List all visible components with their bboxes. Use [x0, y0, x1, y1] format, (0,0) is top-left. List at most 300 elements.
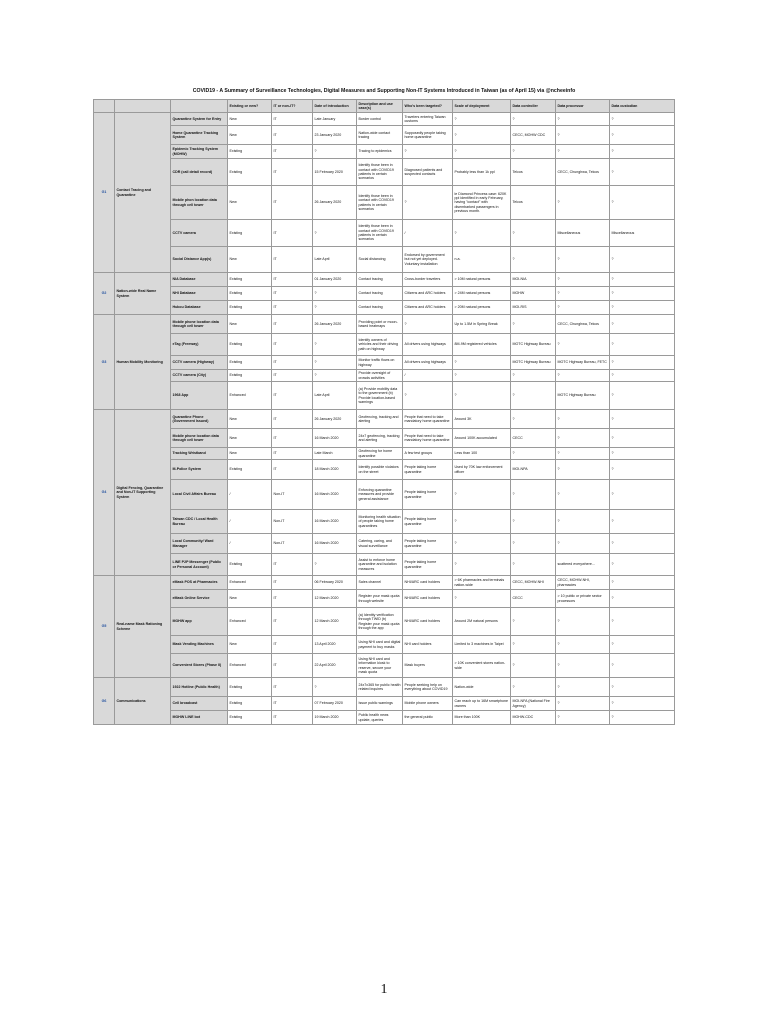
table-cell: ?	[403, 382, 453, 410]
table-cell: Existing	[228, 711, 272, 725]
table-cell: Enhanced	[228, 654, 272, 678]
table-cell: ?	[511, 654, 556, 678]
table-cell: ?	[556, 697, 610, 711]
table-cell: ?	[511, 510, 556, 534]
table-cell: ?	[610, 510, 675, 534]
technology-name: Local Civil Affairs Bureau	[171, 480, 228, 510]
table-cell: IT	[272, 554, 313, 576]
table-cell: Late March	[313, 448, 357, 460]
technology-name: CCTV camera (Highway)	[171, 356, 228, 370]
table-cell: New	[228, 113, 272, 126]
table-cell: ?	[511, 554, 556, 576]
group-name: Digital Fencing, Quarantine and Non-IT Supporting System	[115, 410, 171, 576]
table-cell: IT	[272, 410, 313, 429]
table-cell: MOTC Highway Bureau, FETC	[556, 356, 610, 370]
table-cell: Existing	[228, 678, 272, 697]
table-cell: CECC, Chunghwa, Telcos	[556, 315, 610, 334]
column-header: Scale of deployment	[453, 100, 511, 113]
table-cell: Existing	[228, 301, 272, 315]
table-cell: People taking home quarantine	[403, 480, 453, 510]
technology-name: eMask POS at Pharmacies	[171, 576, 228, 590]
table-cell: Late April	[313, 247, 357, 273]
table-row	[94, 315, 675, 334]
table-cell: ?	[403, 186, 453, 220]
table-cell: Less than 100	[453, 448, 511, 460]
table-cell: Mobile phone owners	[403, 697, 453, 711]
table-cell: MOHW-CDC	[511, 711, 556, 725]
table-cell: IT	[272, 301, 313, 315]
table-cell: ?	[610, 301, 675, 315]
table-cell: IT	[272, 334, 313, 356]
table-cell: ?	[313, 554, 357, 576]
table-cell: ?	[610, 370, 675, 382]
table-cell: ?	[313, 370, 357, 382]
group-name: Nation-wide Real Name System	[115, 273, 171, 315]
table-row	[94, 145, 675, 159]
table-cell: Social distancing	[357, 247, 403, 273]
table-cell: Enhanced	[228, 382, 272, 410]
table-cell: CECC	[511, 429, 556, 448]
table-cell: ?	[556, 448, 610, 460]
technology-name: Quarantine System for Entry	[171, 113, 228, 126]
table-cell: 24x7x365 for public health related inquires	[357, 678, 403, 697]
table-cell: ?	[313, 220, 357, 247]
table-cell: > 10 public or private sector processors	[556, 590, 610, 608]
table-cell: Around 3K	[453, 410, 511, 429]
table-cell: ?	[610, 448, 675, 460]
table-cell: ?	[511, 145, 556, 159]
table-row	[94, 159, 675, 186]
table-cell: New	[228, 410, 272, 429]
table-cell: People that need to take mandatory home quarantine	[403, 410, 453, 429]
table-cell: Diagnosed patients and suspected contacts	[403, 159, 453, 186]
table-cell: ?	[556, 145, 610, 159]
table-cell: More than 100K	[453, 711, 511, 725]
technology-name: Quarantine Phone (Government Issued)	[171, 410, 228, 429]
table-cell: Non-IT	[272, 510, 313, 534]
table-row	[94, 678, 675, 697]
table-cell: Existing	[228, 145, 272, 159]
table-cell: ?	[511, 370, 556, 382]
technology-name: eTag (Freeway)	[171, 334, 228, 356]
table-cell: MOHW	[511, 287, 556, 301]
table-cell: ?	[313, 678, 357, 697]
table-cell: Existing	[228, 220, 272, 247]
table-cell: > 10K convenient stores nation-wide	[453, 654, 511, 678]
table-cell: /	[403, 370, 453, 382]
table-cell: ?	[511, 315, 556, 334]
table-row	[94, 429, 675, 448]
table-cell: People seeking help on everything about COVID19	[403, 678, 453, 697]
table-cell: 26 January 2020	[313, 315, 357, 334]
table-cell: Telcos	[511, 159, 556, 186]
table-cell: ?	[556, 334, 610, 356]
table-cell: ?	[610, 711, 675, 725]
table-cell: IT	[272, 678, 313, 697]
table-cell: ?	[610, 429, 675, 448]
table-row	[94, 113, 675, 126]
table-row	[94, 186, 675, 220]
table-cell: CECC, MOHW CDC	[511, 126, 556, 145]
table-cell: Identify possible violators on the street	[357, 460, 403, 480]
column-header: Data custodian	[610, 100, 675, 113]
table-cell: ?	[453, 356, 511, 370]
table-cell: ?	[556, 608, 610, 636]
technology-name: eMask Online Service	[171, 590, 228, 608]
table-cell: CECC, Chunghwa, Telcos	[556, 159, 610, 186]
table-cell: Miscellaneous	[610, 220, 675, 247]
table-cell: Existing	[228, 334, 272, 356]
technology-name: Social Distance App(s)	[171, 247, 228, 273]
column-header: Data controller	[511, 100, 556, 113]
table-cell: ?	[313, 301, 357, 315]
table-cell: 15 February 2020	[313, 159, 357, 186]
table-cell: ?	[610, 315, 675, 334]
table-cell: IT	[272, 576, 313, 590]
table-cell: ?	[610, 590, 675, 608]
table-cell: Non-IT	[272, 480, 313, 510]
table-cell: Contact tracing	[357, 287, 403, 301]
table-row	[94, 534, 675, 554]
table-row	[94, 410, 675, 429]
table-cell: Existing	[228, 554, 272, 576]
group-id: G4	[94, 410, 115, 576]
table-row	[94, 711, 675, 725]
table-cell: ?	[556, 480, 610, 510]
table-cell: ?	[610, 159, 675, 186]
table-cell: People taking home quarantine	[403, 460, 453, 480]
table-cell: ?	[610, 247, 675, 273]
table-row	[94, 576, 675, 590]
technology-name: Hukou Database	[171, 301, 228, 315]
table-cell: ?	[556, 534, 610, 554]
table-cell: New	[228, 429, 272, 448]
table-cell: Late April	[313, 382, 357, 410]
table-cell: ?	[610, 356, 675, 370]
table-cell: /	[228, 534, 272, 554]
table-cell: IT	[272, 159, 313, 186]
table-cell: NHI/ARC card holders	[403, 608, 453, 636]
table-cell: ?	[610, 287, 675, 301]
table-cell: ?	[610, 576, 675, 590]
table-cell: /	[228, 510, 272, 534]
table-cell: 16 March 2020	[313, 429, 357, 448]
technology-name: NHI Database	[171, 287, 228, 301]
table-cell: New	[228, 247, 272, 273]
table-cell: ?	[556, 410, 610, 429]
table-cell: ?	[610, 697, 675, 711]
table-cell: ?	[610, 113, 675, 126]
table-cell: ?	[403, 315, 453, 334]
table-cell: New	[228, 315, 272, 334]
table-cell: 18 March 2020	[313, 460, 357, 480]
table-row	[94, 480, 675, 510]
table-cell: ?	[556, 126, 610, 145]
table-cell: (a) Provide mobility data to the government (b) Provide location-based warnings	[357, 382, 403, 410]
technology-name: CDR (call detail record)	[171, 159, 228, 186]
table-cell: MOI-NPA	[511, 460, 556, 480]
table-cell: Existing	[228, 697, 272, 711]
table-cell: Register your mask quota through website	[357, 590, 403, 608]
technology-name: Taiwan CDC / Local Health Bureau	[171, 510, 228, 534]
table-cell: ?	[556, 247, 610, 273]
table-cell: ?	[610, 608, 675, 636]
table-cell: New	[228, 590, 272, 608]
table-cell: ?	[556, 301, 610, 315]
table-cell: the general public	[403, 711, 453, 725]
table-cell: Telcos	[511, 186, 556, 220]
technology-name: Mobile phon location data through cell tower	[171, 186, 228, 220]
table-cell: CECC	[511, 590, 556, 608]
table-cell: IT	[272, 370, 313, 382]
table-cell: ?	[556, 370, 610, 382]
group-id: G3	[94, 315, 115, 410]
table-cell: > 20M natural persons	[453, 301, 511, 315]
technology-name: M-Police System	[171, 460, 228, 480]
table-row	[94, 334, 675, 356]
table-cell: Around 100K accumulated	[453, 429, 511, 448]
table-cell: Identify owners of vehicles and their driving path on highway	[357, 334, 403, 356]
table-cell: Geofencing, tracking and alerting	[357, 410, 403, 429]
group-name: Human Mobility Monitoring	[115, 315, 171, 410]
table-row	[94, 301, 675, 315]
table-cell: Public health news update, queries	[357, 711, 403, 725]
table-cell: ?	[610, 554, 675, 576]
table-cell: People taking home quarantine	[403, 510, 453, 534]
table-cell: > 24M natural persons	[453, 287, 511, 301]
technology-name: Mask Vending Machines	[171, 636, 228, 654]
table-cell: ?	[556, 460, 610, 480]
table-cell: Around 2M natural persons	[453, 608, 511, 636]
table-cell: Using NHI card and digital payment to buy masks	[357, 636, 403, 654]
table-cell: Contact tracing	[357, 301, 403, 315]
table-cell: 26 January 2020	[313, 410, 357, 429]
table-cell: ?	[610, 126, 675, 145]
table-cell: Border control	[357, 113, 403, 126]
table-cell: Nation-wide	[453, 678, 511, 697]
table-row	[94, 608, 675, 636]
table-cell: All drivers using highways	[403, 356, 453, 370]
table-cell: 22 April 2020	[313, 654, 357, 678]
table-cell: ?	[313, 287, 357, 301]
table-cell: IT	[272, 186, 313, 220]
column-header	[94, 100, 115, 113]
table-cell: NHI/ARC card holders	[403, 590, 453, 608]
table-row	[94, 697, 675, 711]
technology-name: MOHW LINE bot	[171, 711, 228, 725]
table-cell: Late January	[313, 113, 357, 126]
column-header: Who's been targeted?	[403, 100, 453, 113]
table-cell: ?	[403, 145, 453, 159]
table-cell: ?	[610, 382, 675, 410]
table-cell: Sales channel	[357, 576, 403, 590]
table-cell: IT	[272, 145, 313, 159]
table-cell: IT	[272, 590, 313, 608]
table-row	[94, 370, 675, 382]
table-cell: ?	[556, 273, 610, 287]
table-row	[94, 554, 675, 576]
table-cell: Enhanced	[228, 608, 272, 636]
table-cell: Geofencing for home quarantine	[357, 448, 403, 460]
table-cell: 01 January 2020	[313, 273, 357, 287]
technology-name: LINE P2P Messenger (Public or Personal Account)	[171, 554, 228, 576]
table-cell: MOTC Highway Bureau	[511, 334, 556, 356]
table-cell: People taking home quarantine	[403, 554, 453, 576]
table-cell: 06 February 2020	[313, 576, 357, 590]
table-row	[94, 356, 675, 370]
table-cell: IT	[272, 636, 313, 654]
technology-name: NIA Database	[171, 273, 228, 287]
table-cell: /	[403, 220, 453, 247]
table-cell: MOI-NIA	[511, 273, 556, 287]
table-cell: ?	[556, 510, 610, 534]
table-cell: New	[228, 448, 272, 460]
table-cell: Issue public warnings	[357, 697, 403, 711]
table-cell: ?	[556, 287, 610, 301]
table-cell: IT	[272, 608, 313, 636]
table-cell: IT	[272, 287, 313, 301]
table-cell: ?	[313, 356, 357, 370]
column-header: Data processor	[556, 100, 610, 113]
technology-name: Convenient Stores (Phase II)	[171, 654, 228, 678]
table-cell: 13 April 2020	[313, 636, 357, 654]
table-cell: People that need to take mandatory home quarantine	[403, 429, 453, 448]
table-cell: Supposedly people taking home quarantine	[403, 126, 453, 145]
table-cell: Up to 1.5M in Spring Break	[453, 315, 511, 334]
table-cell: IT	[272, 448, 313, 460]
table-cell: Tracing to epidemics	[357, 145, 403, 159]
table-cell: Existing	[228, 460, 272, 480]
table-cell: IT	[272, 429, 313, 448]
table-cell: Citizens and ARC holders	[403, 301, 453, 315]
table-cell: ?	[610, 534, 675, 554]
table-cell: ?	[453, 480, 511, 510]
table-row	[94, 590, 675, 608]
group-id: G1	[94, 113, 115, 273]
table-cell: Travelers entering Taiwan customs	[403, 113, 453, 126]
table-cell: 26 January 2020	[313, 186, 357, 220]
table-cell: ?	[453, 554, 511, 576]
group-id: G2	[94, 273, 115, 315]
table-row	[94, 247, 675, 273]
table-cell: IT	[272, 247, 313, 273]
table-cell: ?	[511, 448, 556, 460]
table-cell: Existing	[228, 273, 272, 287]
table-cell: ?	[453, 220, 511, 247]
table-cell: Assist to enforce home quarantine and isolation measures	[357, 554, 403, 576]
table-cell: New	[228, 636, 272, 654]
table-cell: Used by 70K law enforcement officer	[453, 460, 511, 480]
table-cell: New	[228, 186, 272, 220]
table-cell: MOTC Highway Bureau	[556, 382, 610, 410]
table-cell: New	[228, 126, 272, 145]
technology-name: CCTV camera	[171, 220, 228, 247]
table-cell: ?	[556, 678, 610, 697]
table-header-row	[94, 100, 675, 113]
table-row	[94, 126, 675, 145]
table-cell: Identify those been in contact with COVID19 patients in certain scenarios	[357, 159, 403, 186]
table-cell: IT	[272, 113, 313, 126]
technology-name: CCTV camera (City)	[171, 370, 228, 382]
table-cell: ?	[453, 510, 511, 534]
table-cell: Mask buyers	[403, 654, 453, 678]
table-cell: ?	[453, 370, 511, 382]
table-cell: ?	[610, 480, 675, 510]
technology-name: Local Community/ Ward Manager	[171, 534, 228, 554]
table-cell: IT	[272, 460, 313, 480]
table-cell: ?	[453, 113, 511, 126]
table-cell: (a) Identity verification through TWID (b) Register your mask quota through the app	[357, 608, 403, 636]
table-cell: 8M-9M registered vehicles	[453, 334, 511, 356]
table-cell: IT	[272, 697, 313, 711]
table-row	[94, 654, 675, 678]
table-cell: Enforcing quarantine measures and provide general assistance	[357, 480, 403, 510]
table-cell: ?	[453, 382, 511, 410]
table-cell: NHI card holders	[403, 636, 453, 654]
column-header	[115, 100, 171, 113]
technology-name: 1968 App	[171, 382, 228, 410]
table-row	[94, 287, 675, 301]
table-cell: ?	[610, 273, 675, 287]
table-cell: ?	[556, 654, 610, 678]
table-cell: Existing	[228, 356, 272, 370]
summary-table	[93, 99, 675, 725]
table-cell: ?	[511, 608, 556, 636]
table-cell: ?	[453, 126, 511, 145]
table-cell: ?	[313, 334, 357, 356]
table-cell: ?	[556, 429, 610, 448]
table-cell: ?	[610, 460, 675, 480]
table-cell: 16 March 2020	[313, 480, 357, 510]
table-cell: IT	[272, 711, 313, 725]
table-cell: ?	[610, 654, 675, 678]
group-name: Communications	[115, 678, 171, 725]
table-cell: Miscellaneous	[556, 220, 610, 247]
table-cell: Catering, caring, and visual surveillance	[357, 534, 403, 554]
table-cell: Provide oversight of crowds activities	[357, 370, 403, 382]
group-id: G6	[94, 678, 115, 725]
table-row	[94, 510, 675, 534]
table-cell: ?	[511, 113, 556, 126]
table-cell: Enhanced	[228, 576, 272, 590]
table-cell: 16 March 2020	[313, 510, 357, 534]
column-header: IT or non-IT?	[272, 100, 313, 113]
table-cell: IT	[272, 356, 313, 370]
column-header: Description and use case(s)	[357, 100, 403, 113]
table-cell: > 6K pharmacies and terminals nation-wide	[453, 576, 511, 590]
group-name: Contact Tracing and Quarantine	[115, 113, 171, 273]
table-cell: Limited to 3 machines in Taipei	[453, 636, 511, 654]
table-cell: ?	[511, 678, 556, 697]
table-cell: > 10M natural persons	[453, 273, 511, 287]
table-cell: Cross-border travelers	[403, 273, 453, 287]
table-cell: Contact tracing	[357, 273, 403, 287]
table-cell: ?	[453, 534, 511, 554]
table-cell: ?	[511, 636, 556, 654]
table-cell: Non-IT	[272, 534, 313, 554]
page-number: 1	[380, 982, 388, 997]
table-cell: IT	[272, 382, 313, 410]
table-cell: Existing	[228, 287, 272, 301]
technology-name: Mobile phone location data through cell tower	[171, 429, 228, 448]
table-cell: Endorsed by government but not yet deployed. Voluntary installation	[403, 247, 453, 273]
table-cell: ?	[511, 382, 556, 410]
table-cell: 12 March 2020	[313, 590, 357, 608]
table-cell: ?	[453, 590, 511, 608]
table-cell: ?	[556, 711, 610, 725]
table-cell: MOTC Highway Bureau	[511, 356, 556, 370]
page-title: COVID19 - A Summary of Surveillance Technologies, Digital Measures and Supporting Non-IT Systems Introduced in Taiwan (as of April 15) via @ncheeinfo	[192, 88, 576, 94]
